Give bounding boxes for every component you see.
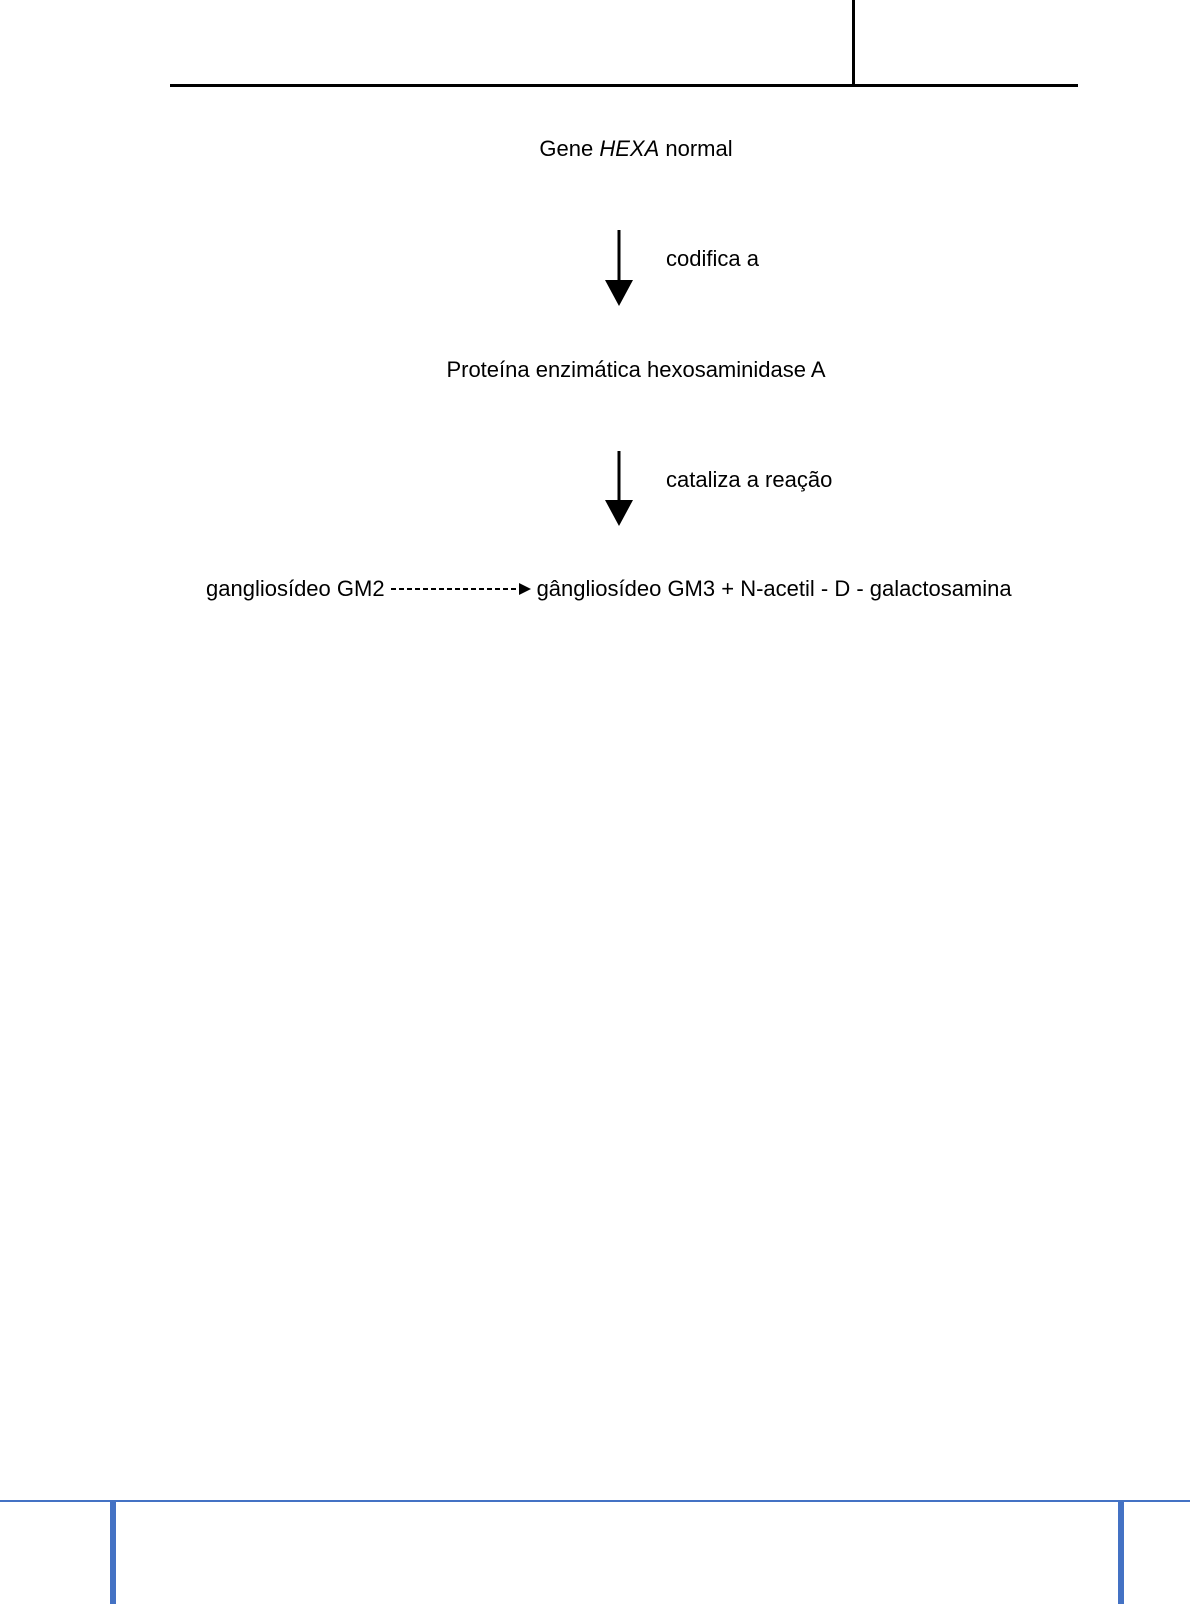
arrow-down-icon: [603, 230, 635, 306]
gene-label: [0, 136, 1190, 162]
gene-prefix: Gene: [539, 136, 594, 161]
bottom-right-border: [1118, 1502, 1124, 1604]
reaction-substrate: gangliosídeo GM2: [206, 576, 385, 601]
protein-label: Proteína enzimática hexosaminidase A: [446, 357, 826, 382]
dashed-arrow-right-icon: [391, 581, 531, 597]
arrow-down-icon: [603, 451, 635, 526]
bottom-left-border: [110, 1502, 116, 1604]
top-vertical-rule: [852, 0, 855, 86]
gene-suffix: normal: [665, 136, 733, 161]
bottom-border-rule: [0, 1500, 1190, 1502]
reaction-equation: [206, 576, 1012, 602]
encodes-label: codifica a: [666, 246, 759, 271]
catalyzes-label: cataliza a reação: [666, 467, 833, 492]
top-horizontal-rule: [170, 84, 1078, 87]
gene-name: HEXA: [599, 136, 660, 161]
reaction-products: gângliosídeo GM3 + N-acetil - D - galactosamina: [536, 576, 1012, 601]
